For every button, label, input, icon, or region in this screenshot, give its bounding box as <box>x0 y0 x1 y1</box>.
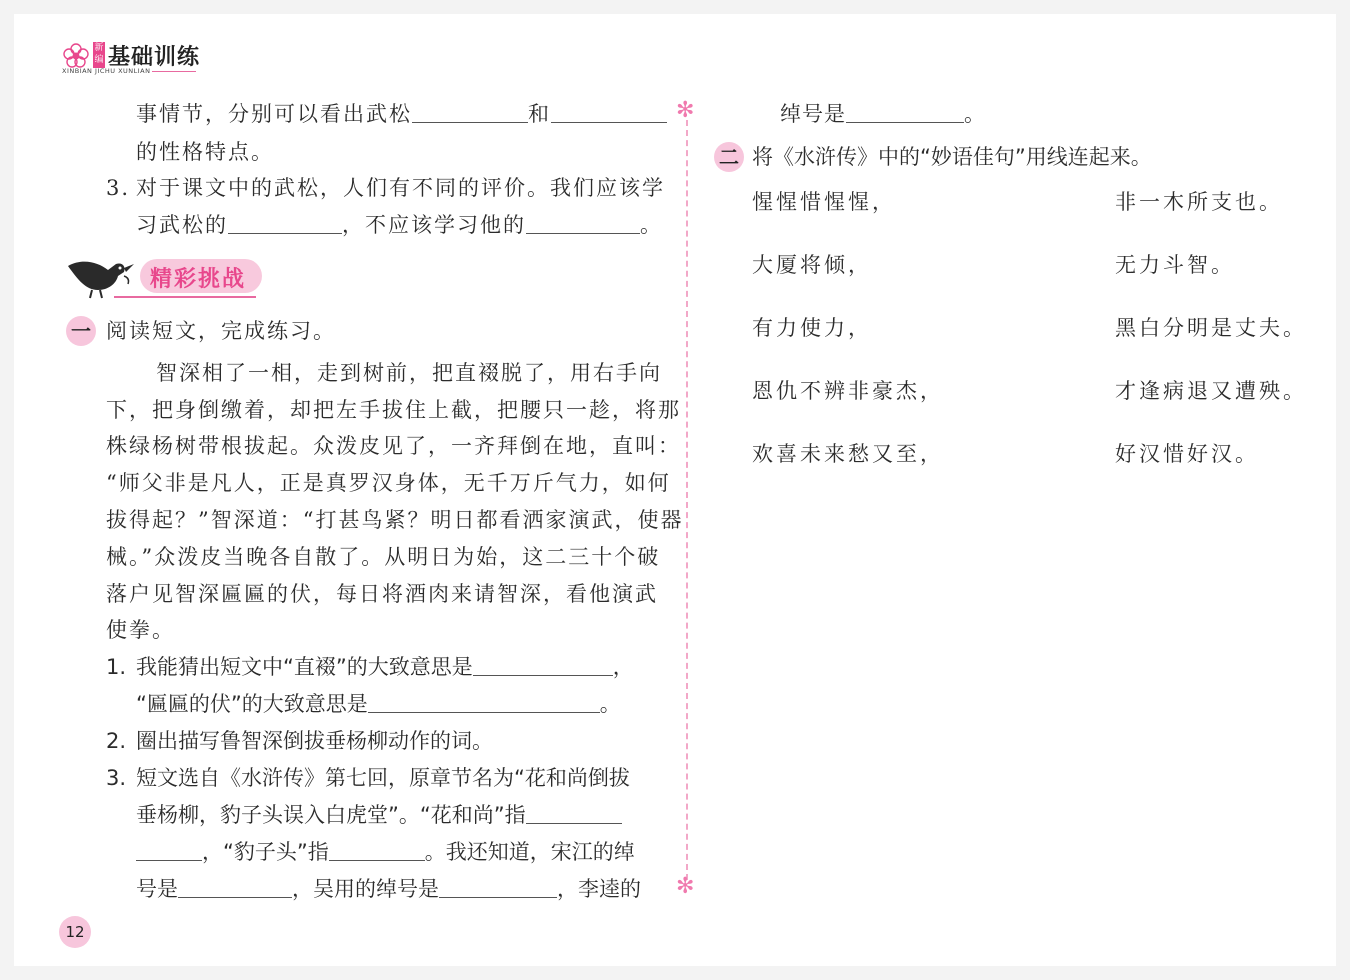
answer-blank[interactable] <box>473 655 613 676</box>
match-left-item[interactable]: 有力使力， <box>752 316 872 340</box>
passage-line: 落户见智深匾匾的伏，每日将酒肉来请智深，看他演武 <box>106 582 658 606</box>
match-left-item[interactable]: 惺惺惜惺惺， <box>752 190 896 214</box>
question-text: 号是 <box>136 877 178 901</box>
question-text: 习武松的 <box>136 213 228 237</box>
question-text: ，李逵的 <box>557 877 641 901</box>
answer-blank[interactable] <box>329 840 425 861</box>
answer-blank[interactable] <box>439 877 557 898</box>
question-3-line-2 <box>136 211 663 239</box>
header-badge: 新编 <box>93 42 105 68</box>
answer-blank[interactable] <box>136 840 202 861</box>
passage-line: “师父非是凡人，正是真罗汉身体，无千万斤气力，如何 <box>106 471 671 495</box>
match-left-item[interactable]: 欢喜未来愁又至， <box>752 442 944 466</box>
flower-star-icon: ✻ <box>676 874 695 899</box>
question-number: 3. <box>106 766 127 790</box>
answer-blank[interactable] <box>368 692 600 713</box>
flower-logo-icon <box>62 42 90 70</box>
question-text: 对于课文中的武松，人们有不同的评价。我们应该学 <box>136 176 665 200</box>
challenge-title: 精彩挑战 <box>150 267 247 292</box>
match-right-item[interactable]: 好汉惜好汉。 <box>1115 442 1259 466</box>
match-left-item[interactable]: 恩仇不辨非豪杰， <box>752 379 944 403</box>
answer-blank[interactable] <box>526 213 640 234</box>
section-2-title: 将《水浒传》中的“妙语佳句”用线连起来。 <box>752 145 1152 169</box>
answer-blank[interactable] <box>228 213 342 234</box>
continued-text-and: 和 <box>528 102 551 126</box>
passage-line: 株绿杨树带根拔起。众泼皮见了，一齐拜倒在地，直叫： <box>106 434 681 458</box>
match-right-item[interactable]: 才逢病退又遭殃。 <box>1115 379 1307 403</box>
bird-icon <box>64 250 138 300</box>
question-3-line-1 <box>106 174 665 202</box>
section-2-badge: 二 <box>714 142 744 172</box>
answer-blank[interactable] <box>526 803 622 824</box>
passage-line: 智深相了一相，走到树前，把直裰脱了，用右手向 <box>156 361 662 385</box>
passage-line: 拔得起？”智深道：“打甚鸟紧？明日都看洒家演武，使器 <box>106 508 684 532</box>
match-right-item[interactable]: 无力斗智。 <box>1115 253 1235 277</box>
continued-line-1 <box>136 100 667 128</box>
answer-blank[interactable] <box>412 102 528 123</box>
match-left-item[interactable]: 大厦将倾， <box>752 253 872 277</box>
match-right-item[interactable]: 非一木所支也。 <box>1115 190 1283 214</box>
passage-question-3-line-1 <box>106 764 630 792</box>
question-text: ，吴用的绰号是 <box>292 877 439 901</box>
question-text: 短文选自《水浒传》第七回，原章节名为“花和尚倒拔 <box>136 766 630 790</box>
passage-question-1-line-2 <box>136 690 621 718</box>
continued-text: 事情节，分别可以看出武松 <box>136 102 412 126</box>
answer-blank[interactable] <box>178 877 292 898</box>
answer-blank[interactable] <box>846 102 964 123</box>
page-number: 12 <box>59 916 91 948</box>
question-number: 2. <box>106 729 127 753</box>
header-title: 基础训练 <box>108 45 201 70</box>
header-subtitle: XINBIAN JICHU XUNLIAN <box>62 67 151 75</box>
question-text: 绰号是 <box>780 102 846 126</box>
column-divider <box>686 120 688 880</box>
passage-question-1-line-1 <box>106 653 634 681</box>
question-text: 。 <box>964 102 986 126</box>
challenge-underline <box>114 296 256 298</box>
question-text: 。我还知道，宋江的绰 <box>424 840 635 864</box>
passage-question-3-line-2 <box>136 801 622 829</box>
passage-question-2 <box>106 727 493 755</box>
section-1-badge: 一 <box>66 316 96 346</box>
question-text: ，不应该学习他的 <box>342 213 526 237</box>
header-rule <box>152 71 196 72</box>
question-text: 。 <box>599 692 621 716</box>
flower-star-icon: ✻ <box>676 98 695 123</box>
passage-question-3-line-4 <box>136 875 641 903</box>
match-right-item[interactable]: 黑白分明是丈夫。 <box>1115 316 1307 340</box>
question-text: “匾匾的伏”的大致意思是 <box>136 692 368 716</box>
passage-line: 械。”众泼皮当晚各自散了。从明日为始，这二三十个破 <box>106 545 661 569</box>
section-1-title: 阅读短文，完成练习。 <box>106 319 336 343</box>
passage-line: 使拳。 <box>106 618 175 642</box>
question-text: ，“豹子头”指 <box>202 840 329 864</box>
question-text: ， <box>612 655 634 679</box>
question-number: 1. <box>106 655 127 679</box>
question-text: 我能猜出短文中“直裰”的大致意思是 <box>136 655 473 679</box>
question-text: 垂杨柳，豹子头误入白虎堂”。“花和尚”指 <box>136 803 526 827</box>
question-text: 圈出描写鲁智深倒拔垂杨柳动作的词。 <box>136 729 493 753</box>
question-number: 3. <box>106 176 131 200</box>
continued-line-2: 的性格特点。 <box>136 140 274 164</box>
passage-question-3-line-3 <box>136 838 635 866</box>
right-continued-line <box>780 100 986 128</box>
answer-blank[interactable] <box>551 102 667 123</box>
question-text: 。 <box>640 213 663 237</box>
passage-line: 下，把身倒缴着，却把左手拔住上截，把腰只一趁，将那 <box>106 398 681 422</box>
